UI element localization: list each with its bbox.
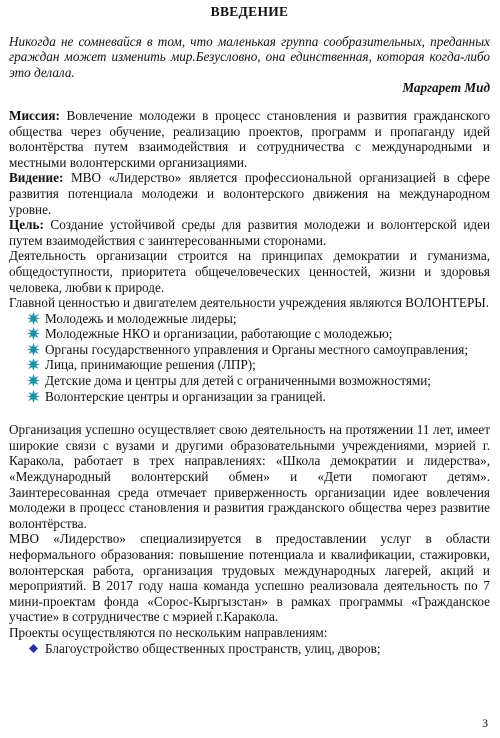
list-item: Органы государственного управления и Органы местного самоуправления; [27,342,490,358]
star-bullet-icon [27,312,40,325]
epigraph-author: Маргарет Мид [402,80,490,96]
vision-text: МВО «Лидерство» является профессиональной организацией в сфере развития потенциала молодежи и волонтерского движения на международном уровне. [9,170,490,217]
star-bullet-icon [27,358,40,371]
mission-label: Миссия: [9,107,60,123]
list-item: Молодежные НКО и организации, работающие с молодежью; [27,326,490,342]
document-page [9,4,490,656]
vision-paragraph [9,170,490,217]
goal-label: Цель: [9,217,44,233]
goal-text: Создание устойчивой среды для развития молодежи и волонтерской идеи путем взаимодействия с заинтересованными сторонами. [9,217,490,248]
goal-paragraph [9,217,490,248]
star-bullet-icon [27,390,40,403]
star-bullet-icon [27,374,40,387]
services-paragraph: МВО «Лидерство» специализируется в предоставлении услуг в области неформального образования: повышение потенциала и квалификации, стажировки, волонтерская работа, организация трудовых международных лагерей, акций и мероприятий. В 2017 году наша команда успешно реализовала деятельность по 7 мини-проектам фонда «Сорос-Кыргызстан» в рамках программы «Гражданское участие» в сотрудничестве с мэрией г.Каракола. [9,531,490,625]
diamond-bullet-icon [29,644,38,653]
page-number: 3 [482,718,488,730]
list-item: Молодежь и молодежные лидеры; [27,311,490,327]
target-groups-list [9,311,490,405]
projects-intro: Проекты осуществляются по нескольким направлениям: [9,624,328,640]
star-bullet-icon [27,343,40,356]
principles-paragraph: Деятельность организации строится на принципах демократии и гуманизма, общедоступности, приоритета общечеловеческих ценностей, жизни и здоровья человека, любви к природе. [9,248,490,295]
list-item: Детские дома и центры для детей с ограниченными возможностями; [27,373,490,389]
mission-paragraph [9,108,490,170]
main-value-paragraph: Главной ценностью и двигателем деятельности учреждения являются ВОЛОНТЕРЫ. [9,295,490,311]
history-paragraph: Организация успешно осуществляет свою деятельность на протяжении 11 лет, имеет широкие связи с вузами и другими образовательными учреждениями, мэрией г. Каракола, работает в трех направлениях: «Школа демократии и лидерства», «Международный волонтерский обмен» и «Дети помогают детям». Заинтересованная среда отмечает приверженность организации идее вовлечения молодежи в процесс становления и развития гражданского общества через развитие волонтёрства. [9,422,490,531]
page-title: ВВЕДЕНИЕ [210,4,289,19]
list-item: Волонтерские центры и организации за границей. [27,389,490,405]
project-directions-list [9,641,490,657]
mission-text: Вовлечение молодежи в процесс становления и развития гражданского общества через обучение, реализацию проектов, программ и пропаганду идей волонтёрства путем взаимодействия и сотрудничества с международными и местными волонтерскими организациями. [9,107,490,170]
star-bullet-icon [27,327,40,340]
epigraph-quote: Никогда не сомневайся в том, что маленькая группа сообразительных, преданных граждан может изменить мир.Безусловно, она единственная, которая когда-либо это делала. [9,33,490,80]
list-item: Лица, принимающие решения (ЛПР); [27,357,490,373]
list-item: Благоустройство общественных пространств, улиц, дворов; [27,641,490,657]
paragraph-spacer [9,404,490,422]
vision-label: Видение: [9,170,64,186]
